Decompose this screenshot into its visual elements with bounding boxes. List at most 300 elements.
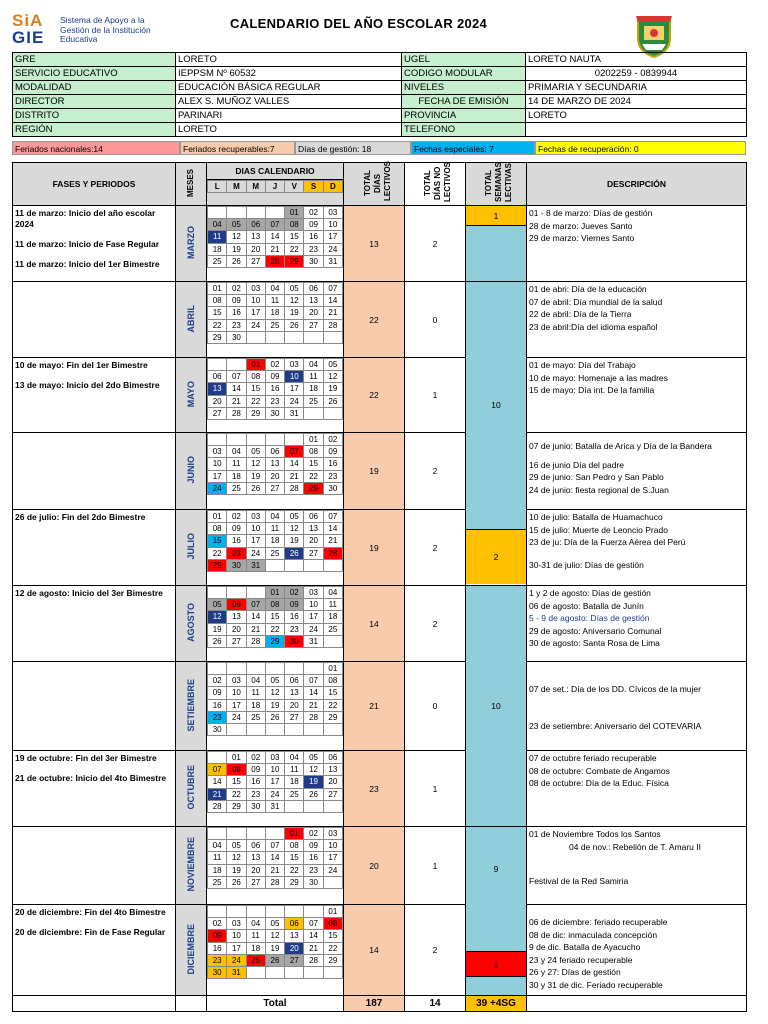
- day-cell: 24: [265, 788, 284, 800]
- month-fases: 10 de mayo: Fin del 1er Bimestre 13 de mayo: Inicio del 2do Bimestre: [13, 358, 176, 433]
- day-cell: 01: [285, 828, 304, 840]
- day-cell: 05: [304, 752, 323, 764]
- day-cell: [323, 800, 342, 812]
- day-cell: [285, 906, 304, 918]
- siagie-logo-text: Sistema de Apoyo a la Gestión de la Institución Educativa: [60, 15, 151, 44]
- day-cell: 31: [323, 255, 342, 267]
- day-cell: 26: [265, 954, 284, 966]
- ugel-value: LORETO NAUTA: [526, 53, 747, 67]
- day-cell: 25: [246, 711, 265, 723]
- day-cell: 27: [265, 482, 284, 494]
- day-cell: 01: [323, 663, 342, 675]
- day-cell: 15: [265, 611, 284, 623]
- day-cell: 09: [323, 446, 342, 458]
- month-description: 07 de junio: Batalla de Arica y Día de la Bandera 16 de junio Día del padre 29 de junio: San Pedro y San Pablo 24 de junio: fiesta regional de S.Juan: [527, 433, 747, 510]
- day-cell: [246, 906, 265, 918]
- month-total-lectivos: 21: [344, 662, 405, 751]
- month-fases: [13, 433, 176, 510]
- month-fases: [13, 662, 176, 751]
- day-cell: 03: [227, 675, 246, 687]
- day-cell: 26: [208, 635, 227, 647]
- day-cell: 26: [285, 319, 304, 331]
- month-days-grid: [207, 433, 344, 510]
- day-cell: [227, 828, 246, 840]
- day-cell: 10: [246, 523, 265, 535]
- day-cell: [285, 434, 304, 446]
- month-days-grid: [207, 662, 344, 751]
- day-cell: 10: [265, 764, 284, 776]
- day-cell: 18: [208, 864, 227, 876]
- day-cell: 25: [285, 788, 304, 800]
- day-cell: 29: [323, 711, 342, 723]
- month-row: [13, 586, 747, 662]
- day-cell: 11: [246, 930, 265, 942]
- day-cell: 15: [304, 458, 323, 470]
- page-header: [0, 0, 768, 52]
- day-cell: 02: [227, 511, 246, 523]
- month-fases: 19 de octubre: Fin del 3er Bimestre 21 de octubre: Inicio del 4to Bimestre: [13, 751, 176, 827]
- day-cell: 14: [208, 776, 227, 788]
- day-cell: 18: [227, 470, 246, 482]
- day-cell: 17: [227, 699, 246, 711]
- day-cell: 23: [265, 395, 284, 407]
- day-cell: 26: [265, 711, 284, 723]
- day-cell: 05: [227, 219, 246, 231]
- day-cell: 13: [246, 231, 265, 243]
- day-cell: 27: [208, 407, 227, 419]
- day-cell: [265, 434, 284, 446]
- legend-bar: [12, 141, 746, 155]
- day-cell: 22: [285, 864, 304, 876]
- day-cell: 17: [285, 383, 304, 395]
- day-cell: 02: [246, 752, 265, 764]
- day-cell: [323, 723, 342, 735]
- day-cell: 22: [208, 547, 227, 559]
- day-cell: 10: [323, 219, 342, 231]
- calendar-table: [12, 162, 747, 1012]
- month-fases: 11 de marzo: Inicio del año escolar 2024 11 de marzo: Inicio de Fase Regular 11 de marzo: Inicio del 1er Bimestre: [13, 206, 176, 282]
- day-cell: 20: [285, 699, 304, 711]
- day-cell: 19: [285, 307, 304, 319]
- day-cell: 09: [285, 599, 304, 611]
- day-cell: 07: [304, 675, 323, 687]
- day-cell: 29: [265, 635, 284, 647]
- day-cell: 21: [208, 788, 227, 800]
- day-cell: 20: [246, 243, 265, 255]
- day-cell: 10: [246, 295, 265, 307]
- month-fases: 20 de diciembre: Fin del 4to Bimestre 20 de diciembre: Fin de Fase Regular: [13, 905, 176, 996]
- month-no-lectivos: 2: [405, 586, 466, 662]
- day-cell: 14: [323, 523, 342, 535]
- day-cell: 05: [246, 446, 265, 458]
- total-nolectivos: 14: [405, 996, 466, 1012]
- day-cell: 03: [265, 752, 284, 764]
- day-cell: 24: [246, 547, 265, 559]
- day-cell: 06: [246, 840, 265, 852]
- day-cell: 17: [227, 942, 246, 954]
- day-cell: 27: [304, 547, 323, 559]
- day-cell: 07: [304, 918, 323, 930]
- day-cell: 30: [246, 800, 265, 812]
- day-cell: [246, 587, 265, 599]
- day-cell: 14: [265, 852, 284, 864]
- month-row: [13, 751, 747, 827]
- day-cell: 19: [227, 243, 246, 255]
- day-cell: 24: [304, 623, 323, 635]
- day-cell: 13: [208, 383, 227, 395]
- day-cell: [323, 635, 342, 647]
- day-cell: 08: [227, 764, 246, 776]
- day-cell: 16: [208, 942, 227, 954]
- day-cell: 12: [265, 930, 284, 942]
- day-cell: 03: [208, 446, 227, 458]
- day-cell: 10: [227, 930, 246, 942]
- legend-gestion: Días de gestión: 18: [295, 141, 411, 155]
- day-cell: 23: [304, 243, 323, 255]
- day-cell: 28: [304, 954, 323, 966]
- day-cell: 20: [208, 395, 227, 407]
- day-cell: 05: [265, 675, 284, 687]
- day-cell: 13: [246, 852, 265, 864]
- day-cell: 19: [304, 776, 323, 788]
- day-cell: 21: [227, 395, 246, 407]
- weeks-dic: 1: [466, 951, 526, 977]
- day-cell: 05: [208, 599, 227, 611]
- day-cell: [227, 723, 246, 735]
- day-cell: 24: [323, 864, 342, 876]
- day-cell: 04: [227, 446, 246, 458]
- day-cell: 21: [323, 307, 342, 319]
- codigo-value: 0202259 - 0839944: [526, 67, 747, 81]
- provincia-value: LORETO: [526, 109, 747, 123]
- day-cell: 09: [304, 219, 323, 231]
- siagie-logo-mark: SiA GIE: [12, 11, 45, 47]
- day-cell: 17: [246, 307, 265, 319]
- day-cell: 25: [323, 623, 342, 635]
- day-cell: 01: [246, 359, 265, 371]
- month-row: [13, 206, 747, 282]
- day-cell: 27: [246, 255, 265, 267]
- day-cell: [304, 800, 323, 812]
- day-cell: 08: [304, 446, 323, 458]
- day-cell: 17: [265, 776, 284, 788]
- day-cell: [323, 966, 342, 978]
- day-cell: 11: [265, 523, 284, 535]
- modalidad-value: EDUCACIÓN BÁSICA REGULAR: [176, 81, 402, 95]
- total-semanas: 39 +4SG: [466, 996, 527, 1012]
- day-cell: 08: [265, 599, 284, 611]
- month-total-lectivos: 14: [344, 586, 405, 662]
- day-cell: [246, 331, 265, 343]
- day-cell: 09: [208, 687, 227, 699]
- day-cell: 20: [246, 864, 265, 876]
- day-cell: 25: [208, 876, 227, 888]
- day-cell: 09: [304, 840, 323, 852]
- weeks-lectivas: 10: [466, 586, 527, 827]
- day-cell: 10: [208, 458, 227, 470]
- day-cell: 24: [227, 711, 246, 723]
- day-cell: 01: [208, 283, 227, 295]
- weeks-nov-dic: 9: [466, 827, 526, 951]
- day-cell: 13: [285, 930, 304, 942]
- day-cell: 26: [285, 547, 304, 559]
- month-total-lectivos: 14: [344, 905, 405, 996]
- month-name: JUNIO: [176, 433, 207, 510]
- day-cell: 19: [227, 864, 246, 876]
- day-cell: 08: [285, 840, 304, 852]
- day-cell: 27: [304, 319, 323, 331]
- legend-feriados: Feriados nacionales:14: [12, 141, 180, 155]
- month-name: ABRIL: [176, 282, 207, 358]
- day-cell: 30: [208, 723, 227, 735]
- day-cell: 18: [285, 776, 304, 788]
- day-cell: 30: [285, 635, 304, 647]
- day-cell: [323, 407, 342, 419]
- day-cell: 22: [208, 319, 227, 331]
- day-cell: 16: [227, 307, 246, 319]
- day-cell: [265, 966, 284, 978]
- day-cell: 06: [227, 599, 246, 611]
- servicio-value: IEPPSM Nº 60532: [176, 67, 402, 81]
- day-cell: 31: [246, 559, 265, 571]
- day-cell: [246, 663, 265, 675]
- day-cell: 05: [285, 283, 304, 295]
- day-cell: 18: [208, 243, 227, 255]
- day-cell: 29: [323, 954, 342, 966]
- day-cell: [208, 663, 227, 675]
- day-cell: 16: [208, 699, 227, 711]
- month-description: 01 de mayo: Día del Trabajo 10 de mayo: Homenaje a las madres 15 de mayo: Día int. De la familia: [527, 358, 747, 433]
- day-cell: 28: [265, 876, 284, 888]
- month-name: DICIEMBRE: [176, 905, 207, 996]
- day-cell: 15: [246, 383, 265, 395]
- day-cell: 23: [304, 864, 323, 876]
- month-no-lectivos: 0: [405, 662, 466, 751]
- director-value: ALEX S. MUÑOZ VALLES: [176, 95, 402, 109]
- month-total-lectivos: 19: [344, 510, 405, 586]
- day-cell: 23: [323, 470, 342, 482]
- day-cell: 01: [227, 752, 246, 764]
- day-cell: 25: [246, 954, 265, 966]
- day-cell: 16: [265, 383, 284, 395]
- month-description: 10 de julio: Batalla de Huamachuco 15 de julio: Muerte de Leoncio Prado 23 de ju: Día de la Fuerza Aérea del Perú 30-31 de julio: Días de gestión: [527, 510, 747, 586]
- day-cell: [246, 723, 265, 735]
- day-cell: 05: [285, 511, 304, 523]
- day-cell: 06: [285, 675, 304, 687]
- day-cell: 27: [285, 711, 304, 723]
- day-cell: [304, 559, 323, 571]
- day-cell: 12: [285, 523, 304, 535]
- day-cell: 06: [304, 511, 323, 523]
- day-cell: 10: [285, 371, 304, 383]
- day-cell: 09: [227, 295, 246, 307]
- day-cell: 17: [246, 535, 265, 547]
- header-dias: DIAS CALENDARIO: [207, 163, 344, 180]
- distrito-value: PARINARI: [176, 109, 402, 123]
- day-cell: 04: [304, 359, 323, 371]
- day-cell: 07: [208, 764, 227, 776]
- day-cell: 17: [208, 470, 227, 482]
- day-cell: 11: [246, 687, 265, 699]
- day-cell: 25: [208, 255, 227, 267]
- day-cell: 26: [304, 788, 323, 800]
- fecha-value: 14 DE MARZO DE 2024: [526, 95, 747, 109]
- day-cell: 12: [208, 611, 227, 623]
- day-cell: 13: [304, 295, 323, 307]
- day-cell: 23: [227, 547, 246, 559]
- total-row: [13, 996, 747, 1012]
- niveles-value: PRIMARIA Y SECUNDARIA: [526, 81, 747, 95]
- day-cell: 12: [227, 231, 246, 243]
- day-cell: 01: [285, 207, 304, 219]
- day-cell: 02: [285, 587, 304, 599]
- day-cell: 20: [285, 942, 304, 954]
- day-cell: 03: [227, 918, 246, 930]
- month-days-grid: [207, 206, 344, 282]
- day-cell: [265, 906, 284, 918]
- day-cell: 15: [227, 776, 246, 788]
- day-cell: 28: [323, 319, 342, 331]
- day-cell: 30: [208, 966, 227, 978]
- day-cell: 06: [304, 283, 323, 295]
- day-cell: 18: [265, 307, 284, 319]
- month-row: [13, 827, 747, 905]
- day-cell: 16: [246, 776, 265, 788]
- month-fases: 26 de julio: Fin del 2do Bimestre: [13, 510, 176, 586]
- day-cell: 16: [304, 231, 323, 243]
- day-cell: [246, 207, 265, 219]
- day-cell: 07: [265, 840, 284, 852]
- day-cell: 05: [265, 918, 284, 930]
- day-cell: 02: [304, 207, 323, 219]
- day-cell: 16: [285, 611, 304, 623]
- month-no-lectivos: 2: [405, 433, 466, 510]
- day-cell: 15: [285, 231, 304, 243]
- day-cell: [304, 723, 323, 735]
- day-cell: 02: [227, 283, 246, 295]
- day-cell: [323, 559, 342, 571]
- month-row: [13, 433, 747, 510]
- day-cell: [304, 407, 323, 419]
- header-descripcion: DESCRIPCIÓN: [527, 163, 747, 206]
- day-cell: 17: [304, 611, 323, 623]
- day-cell: 03: [246, 283, 265, 295]
- day-cell: 21: [323, 535, 342, 547]
- day-cell: 07: [323, 511, 342, 523]
- day-cell: 04: [323, 587, 342, 599]
- day-cell: 17: [323, 852, 342, 864]
- day-cell: [323, 876, 342, 888]
- legend-especiales: Fechas especiales: 7: [411, 141, 535, 155]
- day-cell: 03: [323, 828, 342, 840]
- month-name: NOVIEMBRE: [176, 827, 207, 905]
- day-cell: 17: [323, 231, 342, 243]
- day-cell: [265, 559, 284, 571]
- month-row: [13, 358, 747, 433]
- day-cell: 29: [246, 407, 265, 419]
- month-row: [13, 510, 747, 586]
- day-cell: 02: [208, 918, 227, 930]
- day-cell: 06: [323, 752, 342, 764]
- day-cell: 13: [227, 611, 246, 623]
- day-cell: 22: [323, 942, 342, 954]
- day-cell: [285, 723, 304, 735]
- day-cell: 19: [265, 699, 284, 711]
- month-days-grid: [207, 282, 344, 358]
- day-cell: 03: [285, 359, 304, 371]
- day-cell: 14: [304, 687, 323, 699]
- day-cell: 04: [265, 283, 284, 295]
- day-cell: 27: [285, 954, 304, 966]
- day-cell: 23: [208, 711, 227, 723]
- day-cell: 15: [323, 687, 342, 699]
- day-cell: 19: [208, 623, 227, 635]
- day-cell: 07: [285, 446, 304, 458]
- day-cell: 16: [227, 535, 246, 547]
- day-cell: 21: [265, 243, 284, 255]
- day-cell: 04: [285, 752, 304, 764]
- month-days-grid: [207, 358, 344, 433]
- day-cell: [227, 207, 246, 219]
- month-total-lectivos: 23: [344, 751, 405, 827]
- day-cell: 26: [227, 876, 246, 888]
- day-cell: 24: [227, 954, 246, 966]
- month-total-lectivos: 22: [344, 358, 405, 433]
- day-cell: [265, 723, 284, 735]
- header-nolectivos: TOTAL DÍAS NO LECTIVOS: [405, 163, 466, 206]
- day-cell: 19: [323, 383, 342, 395]
- month-days-grid: [207, 827, 344, 905]
- day-cell: 07: [246, 599, 265, 611]
- day-cell: 21: [304, 942, 323, 954]
- day-cell: 25: [265, 319, 284, 331]
- weeks-lectivas: [466, 282, 527, 586]
- month-name: MARZO: [176, 206, 207, 282]
- day-cell: 03: [323, 207, 342, 219]
- siagie-logo: [12, 12, 152, 48]
- day-cell: 29: [285, 876, 304, 888]
- header-meses: MESES: [176, 163, 207, 206]
- region-value: LORETO: [176, 123, 402, 137]
- day-cell: [285, 966, 304, 978]
- day-cell: 23: [246, 788, 265, 800]
- day-cell: 24: [285, 395, 304, 407]
- day-cell: 30: [304, 255, 323, 267]
- month-description: 01 - 8 de marzo: Días de gestión 28 de marzo: Jueves Santo 29 de marzo: Viernes Santo: [527, 206, 747, 282]
- total-lectivos: 187: [344, 996, 405, 1012]
- day-cell: 01: [265, 587, 284, 599]
- month-name: OCTUBRE: [176, 751, 207, 827]
- month-no-lectivos: 0: [405, 282, 466, 358]
- day-cell: 20: [304, 307, 323, 319]
- month-days-grid: [207, 510, 344, 586]
- day-cell: 14: [227, 383, 246, 395]
- day-cell: 28: [227, 407, 246, 419]
- day-cell: 06: [208, 371, 227, 383]
- day-cell: [227, 434, 246, 446]
- day-cell: 16: [323, 458, 342, 470]
- day-cell: 29: [304, 482, 323, 494]
- day-cell: 12: [285, 295, 304, 307]
- day-cell: 20: [227, 623, 246, 635]
- day-cell: 30: [265, 407, 284, 419]
- month-row: [13, 282, 747, 358]
- day-cell: 15: [208, 307, 227, 319]
- day-cell: 22: [323, 699, 342, 711]
- header-fases: FASES Y PERIODOS: [13, 163, 176, 206]
- day-cell: 04: [208, 840, 227, 852]
- day-cell: [208, 207, 227, 219]
